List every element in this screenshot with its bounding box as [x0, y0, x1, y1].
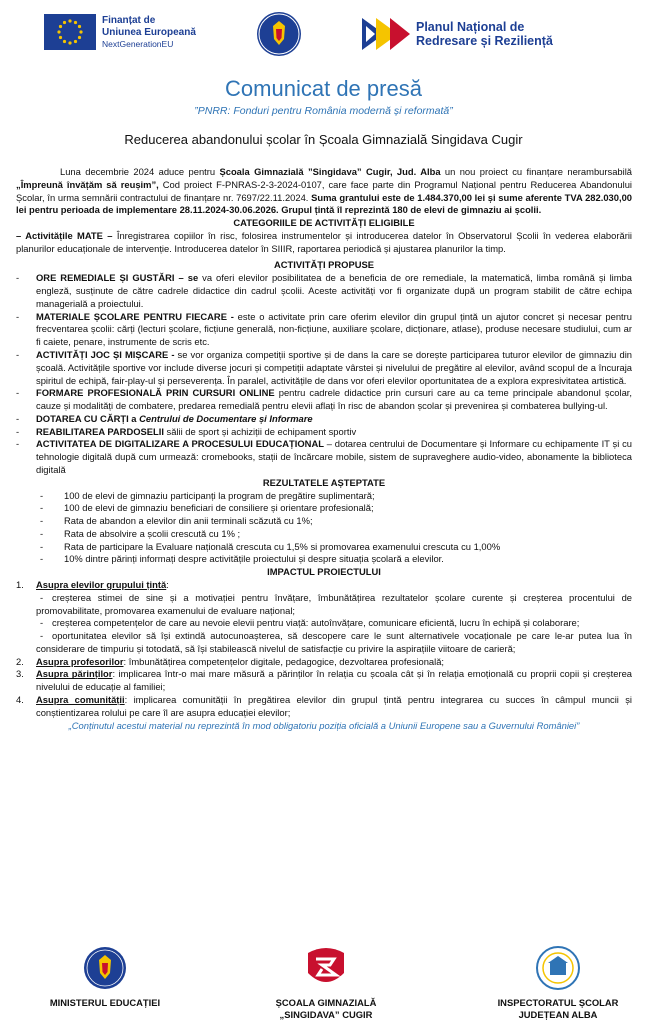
impact-text: : implicarea într-o mai mare măsură a părinților în relația cu școala cât și în relația emoțională cu proprii copii și creșterea nivelului de educație al familiei; — [36, 668, 633, 693]
activity-item: - REABILITAREA PARDOSELII sălii de sport și achiziții de echipament sportiv — [16, 425, 357, 437]
result-text: Rata de absolvire a școlii crescută cu 1% ; — [64, 527, 241, 539]
document-heading: Reducerea abandonului școlar în Școala Gimnazială Singidava Cugir — [124, 132, 523, 147]
isj-caption-line-2: JUDEȚEAN ALBA — [518, 1008, 598, 1020]
impact-label: Asupra elevilor grupului țintă — [36, 579, 167, 590]
impact-sub-item: - oportunitatea elevilor să își extindă autocunoașterea, să descopere care le sunt alternativele vocaționale pe care le-ar putea lua în considerare de timpuriu și totodată, să își stabilească nivelul de satisfacție cu privire la aspirațiile viitoare de carieră; — [36, 630, 632, 654]
eligible-heading: CATEGORIILE DE ACTIVITĂȚI ELIGIBILE — [233, 217, 415, 229]
activity-item: - ACTIVITĂȚI JOC ȘI MIȘCARE - se vor organiza competiții sportive și de dans la care se dorește participarea tuturor elevilor de gimnaziu din școală. Activitățile sportive vor include diverse jocuri și competiții adaptate vârstei și nivelului de pregătire al elevilor, având scopul de a încuraja spiritul de echipă, fair-play-ul și perseverența. În paralel, activitățile de dans vor oferi elevilor oportunitatea de a explora expresivitatea artistică. — [16, 348, 633, 386]
activity-text: se vor organiza competiții sportive și de dans la care se dorește participarea tuturor elevilor de gimnaziu din școală. Activitățile sportive vor include diverse jocuri și competiții adaptate vârstei și nivelului de pregătire al elevilor, având scopul de a încuraja spiritul de echipă, fair-play-ul și perseverența. În paralel, activitățile de dans vor oferi elevilor oportunitatea de a explora expresivitatea artistică. — [36, 348, 633, 386]
impact-sub-item: - creșterea competențelor de care au nevoie elevii pentru viață: autoînvățare, comunicare eficientă, lucru în echipă și colaborare; — [40, 617, 580, 629]
activity-text: – dotarea centrului de Documentare și Informare cu echipamente IT și cu tehnologie digitală după cum urmează: cromebooks, stații de încărcare mobile, sistem de supraveghere audio-video, abonamente la biblioteca digitală — [36, 438, 633, 475]
result-text: Rata de participare la Evaluare națională crescuta cu 1,5% si promovarea examenului crescuta cu 1,00% — [64, 540, 501, 552]
pnrr-line-1: Planul Național de — [416, 19, 525, 34]
activity-item: - MATERIALE ȘCOLARE PENTRU FIECARE - este o activitate prin care oferim elevilor din grupul țintă un ajutor concret și necesar pentru frecventarea școlii: cărți (lecturi școlare, ficțiune generală, non-ficțiune, auxiliare școlare, dicționare, atlase), produse necesare studiului, cum ar fi caiete, penare, instrumente de scris etc. — [16, 310, 632, 348]
activity-title: REABILITAREA PARDOSELII — [36, 425, 164, 437]
eu-line-1: Finanțat de — [102, 14, 156, 26]
impact-label: Asupra părinților — [36, 668, 113, 680]
result-text: 100 de elevi de gimnaziu beneficiari de consiliere și orientare profesională; — [64, 502, 374, 514]
impact-label: Asupra comunității — [36, 694, 125, 706]
activity-italic: Centrului de Documentare și Informare — [136, 412, 313, 424]
ministry-caption — [5, 997, 205, 1009]
results-heading: REZULTATELE AȘTEPTATE — [262, 476, 386, 488]
activity-item: - ORE REMEDIALE ȘI GUSTĂRI – se va oferi elevilor posibilitatea de a beneficia de ore remediale, la matematică, limba română și limba engleză, susținute de către cadrele didactice din cadrul școlii. Aceste activități vor fi organizate după un program stabilit de către echipa managerială a proiectului. — [16, 272, 632, 309]
activity-text: este o activitate prin care oferim elevilor din grupul țintă un ajutor concret și necesar pentru frecventarea școlii: cărți (lecturi școlare, ficțiune generală, non-ficțiune, auxiliare școlare, dicționare, atlase), produse necesare studiului, cum ar fi caiete, penare, instrumente de scris etc. — [36, 310, 632, 348]
impact-text: : îmbunătățirea competențelor digitale, pedagogice, dezvoltarea profesională; — [123, 655, 445, 667]
government-emblem-icon — [257, 12, 301, 56]
document-body — [16, 166, 632, 732]
activity-item: - DOTAREA CU CĂRȚI a Centrului de Documentare și Informare — [16, 412, 313, 424]
disclaimer: „Conținutul acestui material nu reprezintă în mod obligatoriu poziția oficială a Uniunii Europene sau a Guvernului României” — [68, 719, 580, 731]
school-caption-line-2: „SINGIDAVA” CUGIR — [279, 1008, 373, 1020]
activity-title: ACTIVITĂȚI JOC ȘI MIȘCARE - — [36, 348, 175, 360]
intro-text-2: un nou proiect cu finanțare nerambursabilă — [440, 166, 632, 177]
intro-school-name: Școala Gimnazială ”Singidava” Cugir, Jud. Alba — [219, 166, 441, 177]
activity-title: DOTAREA CU CĂRȚI a — [36, 412, 137, 424]
result-item: - 100 de elevi de gimnaziu participanți la program de pregătire suplimentară; — [40, 489, 375, 501]
impact-text: : implicarea comunității în pregătirea elevilor din grupul țintă pentru integrarea cu succes în câmpul muncii și conștientizarea rolului pe care îl are asupra educației elevilor; — [36, 694, 632, 718]
pnrr-line-2: Redresare și Reziliență — [416, 34, 553, 48]
activity-text: pentru cadrele didactice prin cursuri care au ca teme principale abandonul școlar, cauze și modalități de combatere, predarea remedială pentru elevii aflați în risc de abandon școlar și prevenirea și combaterea bullying-ul. — [36, 387, 632, 412]
impact-item: 1. Asupra elevilor grupului țintă: — [16, 579, 169, 590]
impact-item: 3. Asupra părinților: implicarea într-o mai mare măsură a părinților în relația cu școala cât și în relația emoțională cu proprii copii și creșterea nivelului de educație al familiei; — [16, 668, 633, 693]
eu-logo — [44, 14, 196, 50]
result-text: 100 de elevi de gimnaziu participanți la program de pregătire suplimentară; — [64, 489, 375, 501]
activity-title: ACTIVITATEA DE DIGITALIZARE A PROCESULUI EDUCAȚIONAL — [36, 438, 324, 450]
activities-heading: ACTIVITĂȚI PROPUSE — [273, 259, 374, 271]
school-caption — [226, 997, 426, 1021]
page-subtitle: ”PNRR: Fonduri pentru România modernă și reformată” — [194, 105, 453, 117]
result-item: - Rata de participare la Evaluare națională crescuta cu 1,5% si promovarea examenului crescuta cu 1,00% — [40, 540, 501, 552]
activity-title: MATERIALE ȘCOLARE PENTRU FIECARE - — [36, 310, 234, 322]
pnrr-text — [416, 20, 553, 49]
eu-line-3: NextGenerationEU — [102, 38, 174, 49]
isj-logo-icon — [535, 945, 581, 991]
isj-caption — [458, 997, 647, 1021]
intro-amount: Suma grantului este de 1.484.370,00 lei și sume aferente TVA 282.030,00 lei pentru perioada de implementare 28.11.2024-30.06.2026. Grupul țintă îl reprezintă 180 de elevi de gimnaziu ai școlii. — [16, 191, 632, 216]
activity-title: ORE REMEDIALE ȘI GUSTĂRI – se — [36, 272, 199, 284]
ministry-name: MINISTERUL EDUCAȚIEI — [49, 997, 161, 1008]
eu-line-2: Uniunea Europeană — [102, 26, 196, 38]
impact-sub-text: creșterea competențelor de care au nevoie elevii pentru viață: autoînvățare, comunicare eficientă, lucru în echipă și colaborare; — [52, 617, 580, 629]
footer — [0, 945, 647, 1024]
result-item: - 10% dintre părinți informați despre activitățile proiectului și despre situația școlară a elevilor. — [40, 553, 444, 565]
activity-text: sălii de sport și achiziții de echipament sportiv — [163, 425, 357, 437]
school-caption-line-1: ȘCOALA GIMNAZIALĂ — [275, 997, 377, 1008]
header-logos — [0, 10, 647, 60]
result-item: - Rata de abandon a elevilor din anii terminali scăzută cu 1%; — [40, 515, 313, 527]
impact-label: Asupra profesorilor — [36, 655, 124, 667]
activity-item: - FORMARE PROFESIONALĂ PRIN CURSURI ONLINE pentru cadrele didactice prin cursuri care au ca teme principale abandonul școlar, cauze și modalități de combatere, predarea remedială pentru elevii aflați în risc de abandon școlar și prevenirea și combaterea bullying-ul. — [16, 387, 632, 412]
eligible-lead: – Activitățile MATE – — [16, 229, 113, 241]
impact-sub-item: - creșterea stimei de sine și a motivației pentru învățare, îmbunătățirea rezultatelor școlare curente și creșterea procentului de promovabilitate, promovarea examenului de evaluare național; — [36, 591, 632, 616]
result-item: - Rata de absolvire a școlii crescută cu 1% ; — [40, 527, 241, 539]
intro-paragraph — [16, 166, 632, 217]
result-text: Rata de abandon a elevilor din anii terminali scăzută cu 1%; — [64, 515, 313, 527]
page-title: Comunicat de presă — [225, 76, 422, 101]
intro-text-1: Luna decembrie 2024 aduce pentru — [60, 166, 220, 177]
eligible-paragraph — [16, 230, 632, 256]
activity-title: FORMARE PROFESIONALĂ PRIN CURSURI ONLINE — [36, 387, 275, 399]
intro-project-name: „Împreună învățăm să reușim”, — [16, 178, 159, 190]
isj-caption-line-1: INSPECTORATUL ȘCOLAR — [497, 997, 619, 1008]
result-text: 10% dintre părinți informați despre activitățile proiectului și despre situația școlară a elevilor. — [64, 553, 444, 565]
pnrr-logo — [360, 16, 553, 52]
impact-sub-text: oportunitatea elevilor să își extindă autocunoașterea, să descopere care le sunt alternativele vocaționale pe care le-ar putea lua în considerare de timpuriu și totodată, să își stabilească nivelul de satisfacție cu privire la aspirațiile viitoare de carieră; — [36, 630, 632, 654]
activity-item: - ACTIVITATEA DE DIGITALIZARE A PROCESULUI EDUCAȚIONAL – dotarea centrului de Documentare și Informare cu echipamente IT și cu tehnologie digitală după cum urmează: cromebooks, stații de încărcare mobile, sistem de supraveghere audio-video, abonamente la biblioteca digitală — [16, 438, 633, 475]
ministry-emblem-icon — [82, 945, 128, 991]
eu-flag-icon — [44, 14, 96, 50]
intro-text-3: Cod proiect F-PNRAS-2-3-2024-0107, care face parte din Programul Național pentru Reducerea Abandonului Școlar, în urma semnării contractului de finanțare nr. 7697/22.11.2024. — [16, 178, 633, 203]
eu-text — [102, 15, 196, 49]
pnrr-icon — [360, 16, 410, 52]
eligible-text: Înregistrarea copiilor în risc, folosirea instrumentelor și introducerea datelor în Observatorul Școlii în vederea elaborării planurilor educaționale de intervenție. Introducerea datelor în SIIIR, raportarea periodică și ajustarea planurilor la timp. — [16, 229, 632, 254]
result-item: - 100 de elevi de gimnaziu beneficiari de consiliere și orientare profesională; — [40, 502, 374, 514]
activity-text: va oferi elevilor posibilitatea de a beneficia de ore remediale, la matematică, limba română și limba engleză, susținute de către cadrele didactice din cadrul școlii. Aceste activități vor fi organizate după un program stabilit de către echipa managerială a proiectului. — [36, 272, 632, 309]
impact-sub-text: creșterea stimei de sine și a motivației pentru învățare, îmbunătățirea rezultatelor școlare curente și creșterea procentului de promovabilitate, promovarea examenului de evaluare național; — [36, 591, 632, 616]
impact-heading: IMPACTUL PROIECTULUI — [267, 566, 381, 578]
impact-item: 2. Asupra profesorilor: îmbunătățirea competențelor digitale, pedagogice, dezvoltarea profesională; — [16, 655, 445, 667]
school-logo-icon — [300, 945, 352, 991]
impact-item: 4. Asupra comunității: implicarea comunității în pregătirea elevilor din grupul țintă pentru integrarea cu succes în câmpul muncii și conștientizarea rolului pe care îl are asupra educației elevilor; — [16, 694, 632, 718]
